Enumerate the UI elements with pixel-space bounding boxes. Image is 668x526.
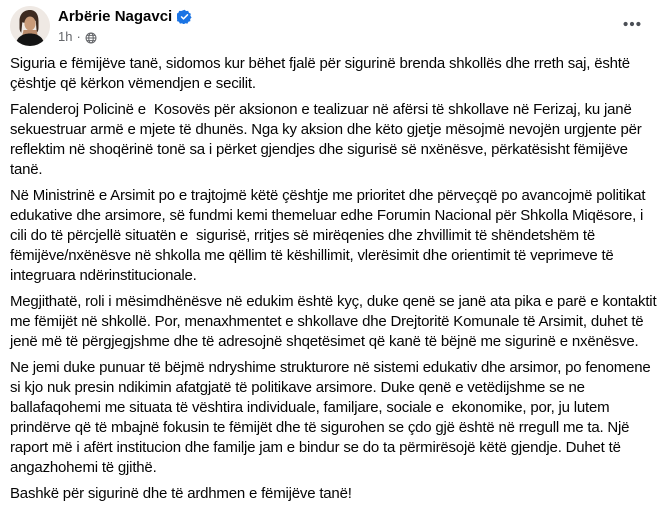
header-info [58,6,192,45]
globe-icon [85,32,97,44]
post-text [0,54,668,504]
post-paragraph: Bashkë për sigurinë dhe të ardhmen e fëmijëve tanë! [10,485,352,502]
meta-separator: · [76,29,81,44]
avatar[interactable] [10,6,50,46]
verified-badge-icon [177,9,192,24]
post-paragraph: Siguria e fëmijëve tanë, sidomos kur bëhet fjalë për sigurinë brenda shkollës dhe rreth saj, është çështje që kërkon vëmendjen e secilit. [10,55,634,92]
post-paragraph: Në Ministrinë e Arsimit po e trajtojmë këtë çështje me prioritet dhe përveçqë po avancojmë politikat edukative dhe arsimore, së fundmi kemi themeluar edhe Forumin Nacional për Shkolla Miqësore, i cili do të përcjellë situatën e sigurisë, rritjes së mirëqenies dhe zhvillimit të shëndetshëm të fëmijëve/nxënësve në shkolla me qëllim të këshillimit, vlerësimit dhe orientimit të veprimeve të integruara ndërinstitucionale. [10,187,650,284]
author-row [58,7,192,26]
timestamp[interactable]: 1h [58,29,73,44]
post-paragraph: Megjithatë, roli i mësimdhënësve në edukim është kyç, duke qenë se janë ata pika e parë e kontaktit me fëmijët në shkollë. Por, menaxhmentet e shkollave dhe Drejtoritë Komunale të Arsimit, duhet të jenë më të përgjegjshme dhe të adresojnë shqetësimet që kanë të bëjnë me sigurinë e nxënësve. [10,293,661,350]
post-meta [58,29,192,45]
profile-photo [10,6,50,46]
post-header [0,0,668,54]
post-paragraph: Ne jemi duke punuar të bëjmë ndryshime strukturore në sistemi edukativ dhe arsimor, po fenomene si kjo nuk presin ndikimin afatgjatë të politikave arsimore. Duke qenë e vetëdijshme se ne ballafaqohemi me situata të vështira individuale, familjare, sociale e ekonomike, por, ju lutem prindërve që të mbajnë fokusin te fëmijët dhe të sigurohen se çdo gjë është në rregull me ta. Një raport më i afërt institucion dhe familje jam e bindur se do ta përmirësojë këtë gjendje. Duhet të angazhohemi të gjithë. [10,359,655,476]
author-name[interactable]: Arbërie Nagavci [58,8,173,25]
post-paragraph: Falenderoj Policinë e Kosovës për aksionon e tealizuar në afërsi të shkollave në Ferizaj, ku janë sekuestruar armë e mjete të dhunës. Nga ky aksion dhe këto gjetje mësojmë nevojën urgjente për reflektim në shoqërinë tonë sa i përket gjendjes dhe sigurisë së nxënësve, përkatësisht fëmijëve tanë. [10,101,646,178]
more-options-icon [622,14,642,34]
more-options-button[interactable] [616,8,648,40]
